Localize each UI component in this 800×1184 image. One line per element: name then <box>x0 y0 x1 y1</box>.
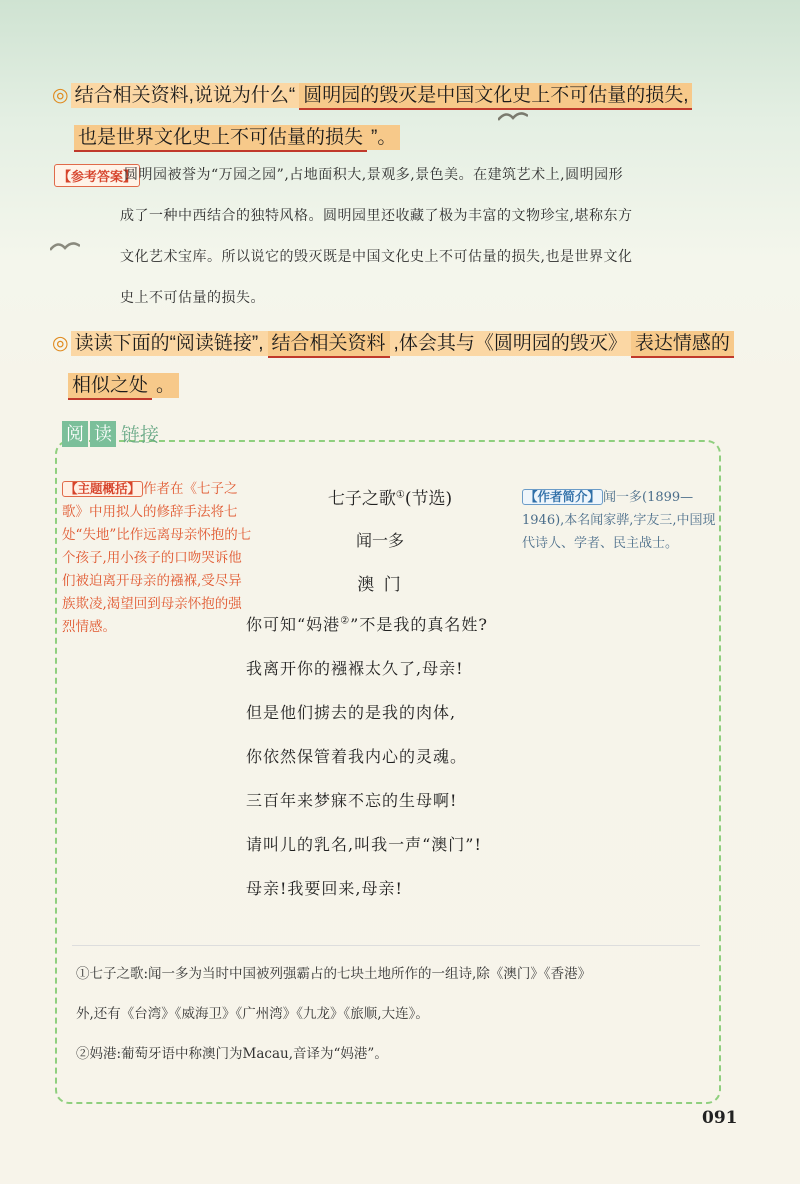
answer-line: 文化艺术宝库。所以说它的毁灭既是中国文化史上不可估量的损失,也是世界文化 <box>120 249 633 265</box>
answer-line: 成了一种中西结合的独特风格。圆明园里还收藏了极为丰富的文物珍宝,堪称东方 <box>120 208 633 224</box>
theme-summary <box>62 478 252 639</box>
question-1-key-phrase: 圆明园的毁灭是中国文化史上不可估量的损失, <box>299 83 692 110</box>
answer-line: 圆明园被誉为“万园之园”,占地面积大,景观多,景色美。在建筑艺术上,圆明园形 <box>124 167 624 183</box>
poem-line: 但是他们掳去的是我的肉体, <box>246 703 457 722</box>
page-number: 091 <box>702 1108 738 1128</box>
poem-line: 你可知“妈港②”不是我的真名姓? <box>246 615 488 634</box>
answer-line: 史上不可估量的损失。 <box>120 290 265 306</box>
answer-tag: 【参考答案】 <box>54 164 140 187</box>
bullet-icon: ◎ <box>52 333 69 354</box>
theme-tag: 【主题概括】 <box>62 481 143 497</box>
poem-title: 七子之歌①(节选) <box>327 489 453 509</box>
bullet-icon: ◎ <box>52 85 69 106</box>
poem-line: 母亲!我要回来,母亲! <box>246 879 403 898</box>
question-2: ◎ 读读下面的“阅读链接”, 结合相关资料 ,体会其与《圆明园的毁灭》 表达情感的 <box>52 328 734 355</box>
reading-link-box: 阅 <box>62 421 88 447</box>
poem-line: 三百年来梦寐不忘的生母啊! <box>246 791 458 810</box>
reading-link-text: 链接 <box>121 425 160 446</box>
footnote-divider <box>72 945 700 946</box>
author-text: 闻一多(1899—1946),本名闻家骅,字友三,中国现代诗人、学者、民主战士。 <box>522 490 716 551</box>
poem-line: 我离开你的襁褓太久了,母亲! <box>246 659 464 678</box>
footnote-marker: ① <box>395 489 405 501</box>
footnote: ②妈港:葡萄牙语中称澳门为Macau,音译为“妈港”。 <box>76 1046 388 1062</box>
author-intro <box>522 486 717 555</box>
author-tag: 【作者简介】 <box>522 489 603 505</box>
footnote: ①七子之歌:闻一多为当时中国被列强霸占的七块土地所作的一组诗,除《澳门》《香港》 <box>76 966 592 982</box>
bird-icon <box>50 240 80 254</box>
footnote: 外,还有《台湾》《威海卫》《广州湾》《九龙》《旅顺,大连》。 <box>76 1006 429 1022</box>
footnote-marker: ② <box>340 615 351 627</box>
question-1-line2: 也是世界文化史上不可估量的损失 ”。 <box>74 122 400 149</box>
question-1: ◎ 结合相关资料,说说为什么“ 圆明园的毁灭是中国文化史上不可估量的损失, <box>52 80 692 107</box>
bird-icon <box>498 110 528 124</box>
poem-author: 闻一多 <box>355 531 404 550</box>
poem-line: 请叫儿的乳名,叫我一声“澳门”! <box>246 835 482 854</box>
theme-text: 作者在《七子之歌》中用拟人的修辞手法将七处“失地”比作远离母亲怀抱的七个孩子,用小孩子的口吻哭诉他们被迫离开母亲的襁褓,受尽异族欺凌,渴望回到母亲怀抱的强烈情感。 <box>62 481 252 635</box>
poem-subtitle: 澳 门 <box>357 575 403 595</box>
reading-link-header <box>62 420 159 447</box>
question-2-line2: 相似之处 。 <box>68 370 179 397</box>
poem-line: 你依然保管着我内心的灵魂。 <box>246 747 468 766</box>
reading-link-box: 读 <box>90 421 116 447</box>
